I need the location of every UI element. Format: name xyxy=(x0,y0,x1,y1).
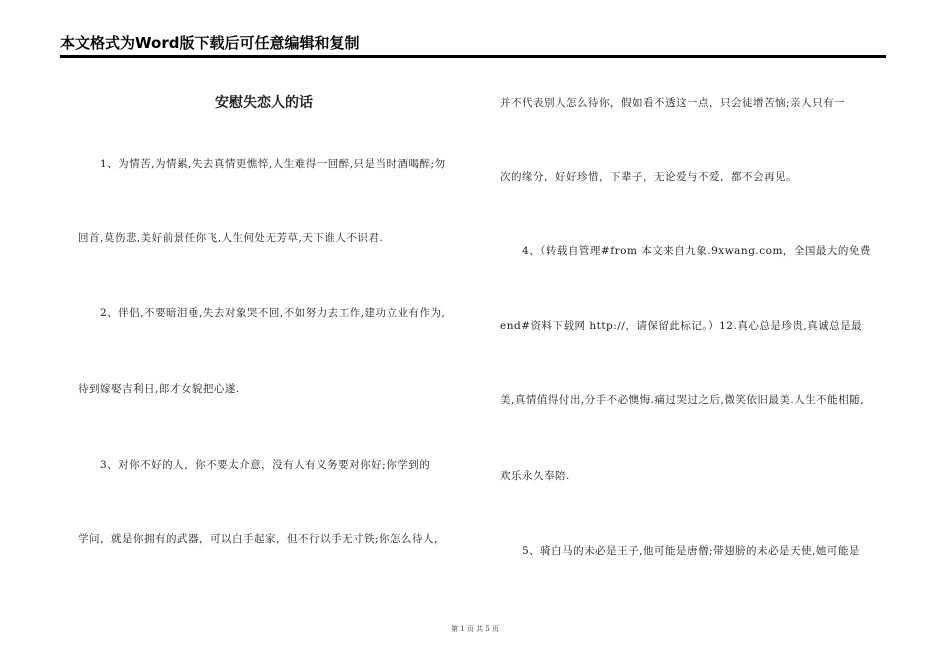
paragraph-line: 5、骑白马的未必是王子,他可能是唐僧;带翅膀的未必是天使,她可能是 xyxy=(522,545,860,557)
paragraph-line: 4、（转载自管理#from 本文来自九象.9xwang.com，全国最大的免费 xyxy=(522,245,871,257)
paragraph-line: 2、伴侣,不要暗泪垂,失去对象哭不回,不如努力去工作,建功立业有作为, xyxy=(100,307,446,319)
paragraph-line: 3、对你不好的人，你不要太介意，没有人有义务要对你好;你学到的 xyxy=(100,459,431,471)
paragraph-line: 并不代表别人怎么待你，假如看不透这一点，只会徒增苦恼;亲人只有一 xyxy=(500,97,846,109)
paragraph-line: 学问，就是你拥有的武器，可以白手起家，但不行以手无寸铁;你怎么待人， xyxy=(78,533,446,545)
paragraph-line: 1、为情苦,为情累,失去真情更憔悴,人生难得一回醉,只是当时酒喝醉;勿 xyxy=(100,158,446,170)
header-text: 本文格式为Word版下载后可任意编辑和复制 xyxy=(60,34,360,52)
paragraph-line: end#资料下载网 http://，请保留此标记。）12.真心总是珍贵,真诚总是最 xyxy=(500,320,863,332)
paragraph-line: 美,真情值得付出,分手不必懊悔.痛过哭过之后,微笑依旧最美.人生不能相随, xyxy=(500,394,865,406)
paragraph-line: 回首,莫伤悲,美好前景任你飞,人生何处无芳草,天下谁人不识君. xyxy=(78,232,384,244)
page-number: 第 1 页 共 5 页 xyxy=(450,625,500,633)
paragraph-line: 待到嫁娶吉利日,郎才女貌把心遂. xyxy=(78,383,240,395)
paragraph-line: 次的缘分，好好珍惜，下辈子，无论爱与不爱，都不会再见。 xyxy=(500,171,797,183)
document-title: 安慰失恋人的话 xyxy=(215,95,313,111)
header-divider xyxy=(60,55,886,56)
paragraph-line: 欢乐永久奉陪. xyxy=(500,470,570,482)
